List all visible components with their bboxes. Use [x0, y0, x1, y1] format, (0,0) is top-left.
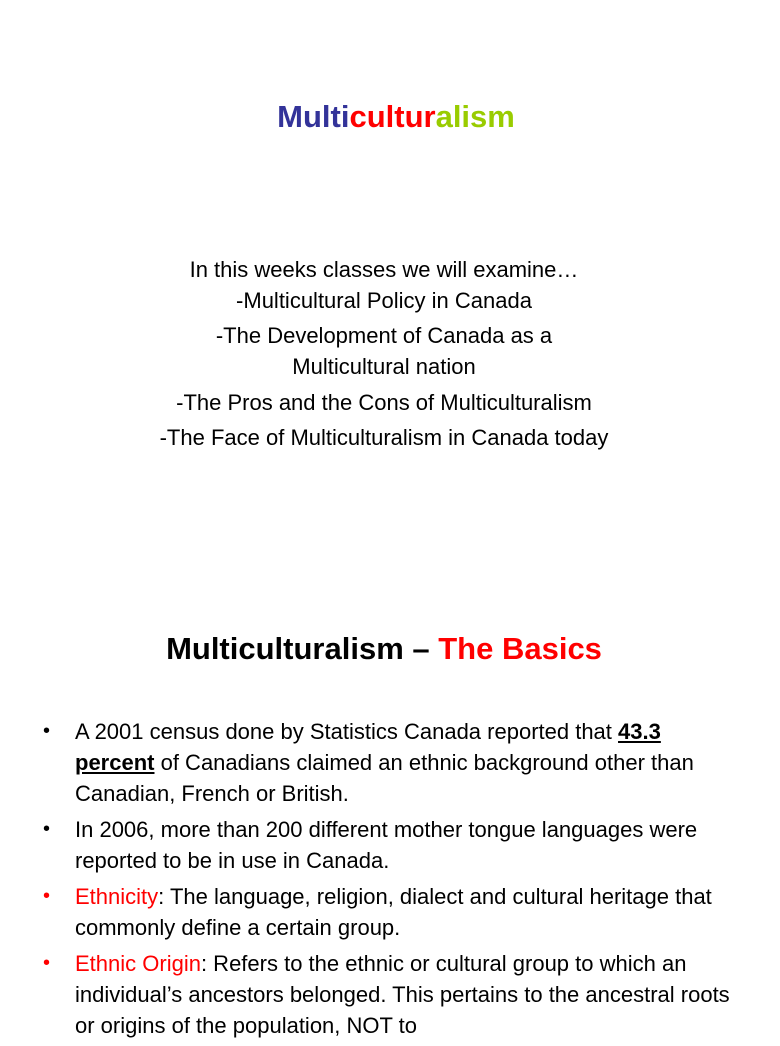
- agenda-list: [84, 254, 684, 453]
- title-main: Multiculturalism –: [166, 631, 439, 666]
- slide-2: [0, 576, 768, 1038]
- term-ethnic-origin: Ethnic Origin: [75, 951, 201, 976]
- bullet-ethnicity: [40, 881, 730, 943]
- definition-ethnicity: : The language, religion, dialect and cultural heritage that commonly define a certain group.: [75, 884, 712, 940]
- definition-ethnic-origin: : Refers to the ethnic or cultural group to which an individual’s ancestors belonged. This pertains to the ancestral roots or origins of the population, NOT to: [75, 951, 730, 1038]
- bullet-dot: •: [43, 818, 51, 840]
- bullet-census-pre: A 2001 census done by Statistics Canada reported that: [75, 719, 619, 744]
- title-part-cultur: cultur: [349, 99, 436, 134]
- bullet-ethnic-origin: [40, 948, 730, 1041]
- bullet-census-post: of Canadians claimed an ethnic background other than Canadian, French or British.: [75, 750, 694, 806]
- bullet-languages-text: In 2006, more than 200 different mother tongue languages were reported to be in use in Canada.: [75, 817, 698, 873]
- term-ethnicity: Ethnicity: [75, 884, 159, 909]
- bullet-census: [40, 716, 730, 809]
- slide-2-title: [0, 628, 768, 670]
- title-part-alism: alism: [435, 99, 515, 134]
- agenda-item-pros-cons: -The Pros and the Cons of Multiculturalism: [176, 390, 592, 415]
- agenda-item-face: -The Face of Multiculturalism in Canada today: [159, 425, 609, 450]
- bullet-languages: [40, 814, 730, 876]
- bullet-dot: •: [43, 952, 51, 974]
- bullet-dot: •: [43, 720, 51, 742]
- agenda-item-policy: -Multicultural Policy in Canada: [236, 288, 532, 313]
- bullet-dot: •: [43, 885, 51, 907]
- agenda-item-development: -The Development of Canada as a: [215, 323, 553, 348]
- title-part-multi: Multi: [277, 99, 350, 134]
- agenda-intro: In this weeks classes we will examine…: [189, 257, 579, 282]
- bullet-census-emphasis: 43.3 percent: [75, 719, 661, 775]
- title-accent: The Basics: [438, 631, 602, 666]
- agenda-item-development-cont: Multicultural nation: [292, 354, 476, 379]
- bullet-list: [40, 716, 730, 1046]
- slide-1-title: [12, 97, 780, 137]
